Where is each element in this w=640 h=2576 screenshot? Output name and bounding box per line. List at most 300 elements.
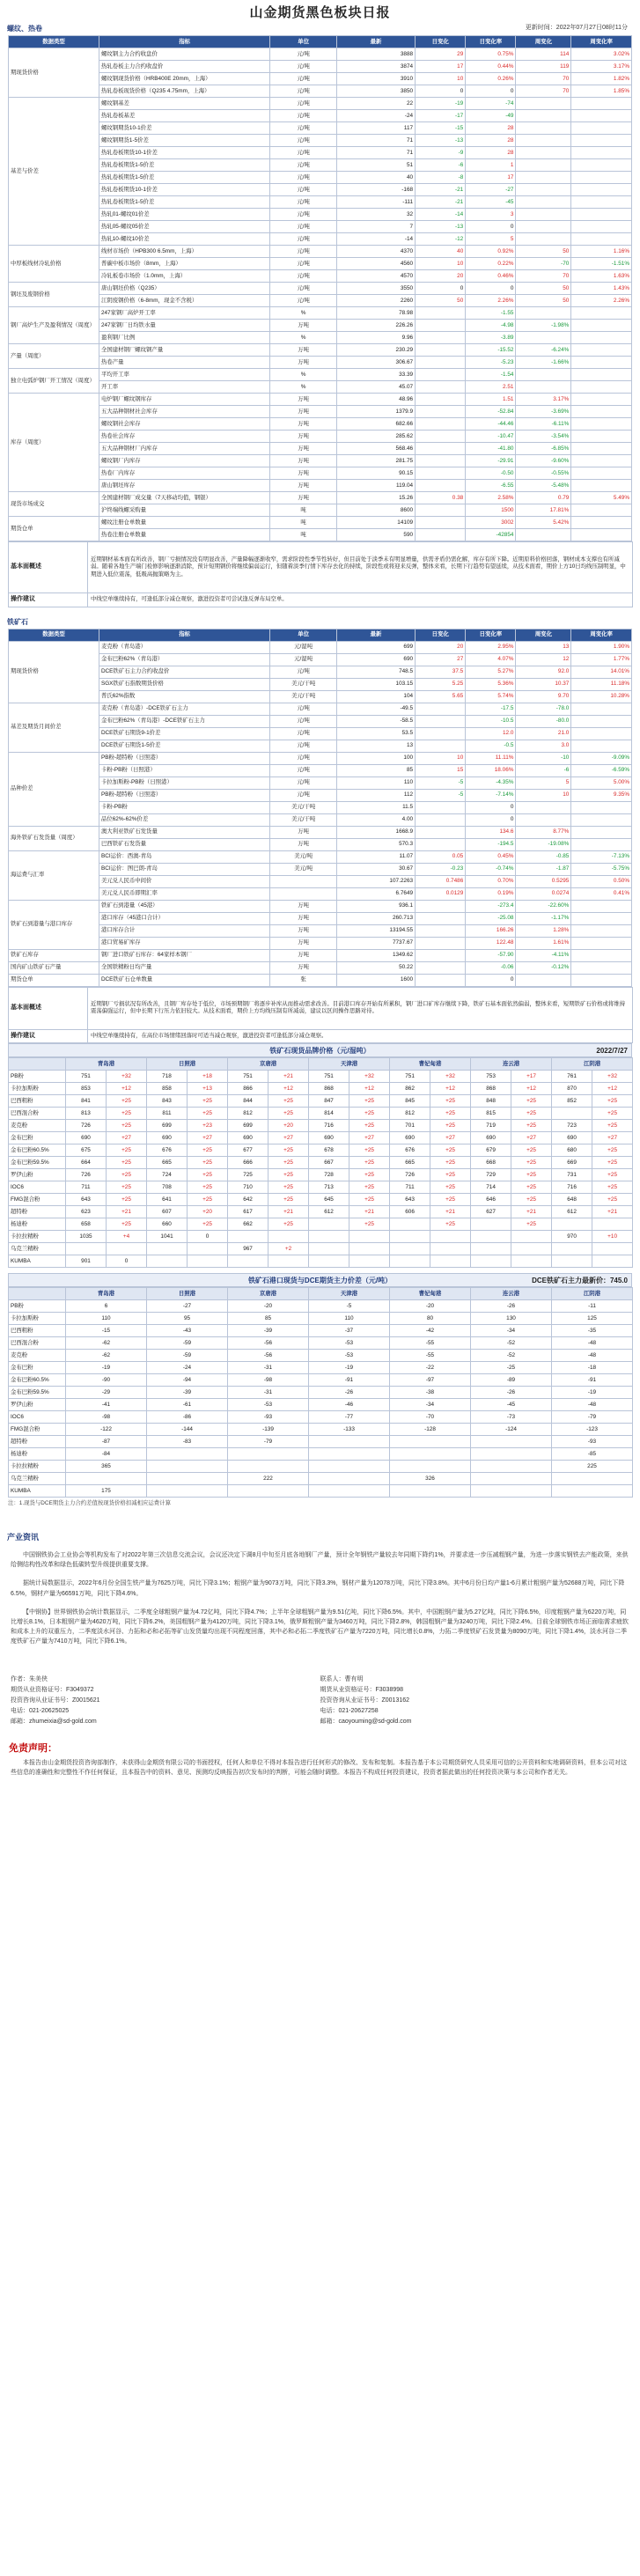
value-cell: 3.02% (571, 48, 632, 61)
indicator-name: 麦克粉（青岛港）-DCE铁矿石主力 (99, 703, 269, 715)
price-cell: 1035 (66, 1231, 107, 1243)
value-cell (516, 813, 571, 826)
change-cell: +2 (269, 1243, 309, 1255)
price-cell: 843 (147, 1095, 188, 1108)
value-cell: -6.55 (466, 480, 516, 492)
value-cell: -6.85% (516, 443, 571, 455)
value-cell: -10.47 (466, 431, 516, 443)
value-cell (416, 838, 466, 850)
table-row (9, 48, 632, 61)
indicator-name: 热轧卷板基差 (99, 110, 269, 122)
value-cell: 114 (516, 48, 571, 61)
basis-cell (552, 1485, 633, 1498)
table-row (9, 887, 632, 900)
value-cell (516, 332, 571, 344)
rebar-basic-content: 近期钢材基本面有所改善，钢厂亏损情况没有明显改善，产量降幅逐渐收窄，需求阶段性季节性转好，但目前处于淡季未有明显增量，供需矛盾仍需化解，库存有所下降。近期原料价格回落，钢材成本支撑也有所减弱。随着各地生产端门检修影响逐渐消除，预计短期钢价将继续偏弱运行，但随着淡季行情下库存去化的持续，阶段性或将迎来反弹，整体来看，长期下行趋势有望延续，从技术面看，期价上方10日均线压制明显，中期进入低位震荡，低吸高抛策略为主。 (88, 542, 633, 593)
price-cell: 847 (309, 1095, 349, 1108)
value-cell: 万吨 (270, 431, 336, 443)
table-row (9, 1218, 633, 1231)
value-cell (571, 172, 632, 184)
change-cell: +18 (188, 1071, 228, 1083)
table-row (9, 912, 632, 924)
group-label: 海运费与汇率 (9, 850, 99, 900)
change-cell: +12 (592, 1083, 633, 1095)
table-row (9, 246, 632, 258)
price-cell: 665 (147, 1157, 188, 1169)
change-cell: +25 (107, 1218, 147, 1231)
value-cell: 78.98 (336, 307, 415, 320)
brand-name: 罗伊山粉 (9, 1169, 66, 1181)
indicator-name: 五大品种钢材社会库存 (99, 406, 269, 418)
indicator-name: 全国建材钢厂成交量（7天移动均值，钢银） (99, 492, 269, 504)
value-cell: -25.08 (466, 912, 516, 924)
value-cell (571, 98, 632, 110)
value-cell (516, 196, 571, 209)
basis-cell: -19 (66, 1362, 147, 1374)
value-cell: -15.52 (466, 344, 516, 357)
change-cell: +25 (430, 1120, 471, 1132)
contact-line: 电话：021-20625025 (11, 1708, 70, 1715)
value-cell: 0.0129 (416, 887, 466, 900)
value-cell: 1500 (466, 504, 516, 517)
price-cell (471, 1243, 511, 1255)
basis-cell: -52 (471, 1350, 552, 1362)
value-cell: 万吨 (270, 320, 336, 332)
price-cell: 726 (66, 1169, 107, 1181)
price-cell: 970 (552, 1231, 592, 1243)
indicator-name: 巴西铁矿石发货量 (99, 838, 269, 850)
basis-cell (390, 1461, 471, 1473)
value-cell: 11.18% (571, 678, 632, 690)
price-cell: 761 (552, 1071, 592, 1083)
table-row (9, 283, 632, 295)
value-cell: 28 (466, 135, 516, 147)
value-cell (416, 529, 466, 541)
table-row (9, 1132, 633, 1144)
indicator-name: 冷轧板卷市场价（1.0mm，上海） (99, 270, 269, 283)
indicator-name: DCE铁矿石期货9-1价差 (99, 727, 269, 740)
basis-cell (471, 1448, 552, 1461)
value-cell: 美元/干吨 (270, 801, 336, 813)
basis-cell: 6 (66, 1300, 147, 1313)
value-cell: 元/吨 (270, 703, 336, 715)
value-cell: 71 (336, 135, 415, 147)
price-cell (552, 1255, 592, 1268)
iron-basic-content: 近期钢厂亏损状况有所改善，且钢厂库存处于低位，市场预期钢厂将逐步补库从而推动需求改善。目前港口库存开始有所累积，钢厂进口矿库存继续下降，铁矿石基本面依然偏弱，整体来看，短期铁矿石价格或将维持震荡偏强运行，但中长期下行压力依旧较大。从技术面看，期价上方均线压制有所减弱，建议以区间操作思路对待。 (88, 987, 633, 1029)
price-cell: 680 (552, 1144, 592, 1157)
value-cell (571, 406, 632, 418)
table-row (9, 678, 632, 690)
value-cell: 40 (336, 172, 415, 184)
price-cell: 643 (66, 1194, 107, 1206)
value-cell: 8.77% (516, 826, 571, 838)
value-cell: -194.5 (466, 838, 516, 850)
table-row (9, 406, 632, 418)
basis-cell: -18 (552, 1362, 633, 1374)
price-cell: 726 (66, 1120, 107, 1132)
indicator-name: 螺纹注册仓单数量 (99, 517, 269, 529)
contact-author (11, 1674, 320, 1726)
brand-name: 超特粉 (9, 1206, 66, 1218)
indicator-name: 热轧05-螺纹05价差 (99, 221, 269, 233)
indicator-name: 螺纹钢期货1-5价差 (99, 135, 269, 147)
change-cell: +27 (592, 1132, 633, 1144)
indicator-name: 热卷产量 (99, 357, 269, 369)
value-cell: 17 (416, 61, 466, 73)
table-row (9, 1181, 633, 1194)
value-cell: 3850 (336, 85, 415, 98)
value-cell (571, 504, 632, 517)
basis-cell: -56 (228, 1337, 309, 1350)
table-row (9, 715, 632, 727)
value-cell (516, 221, 571, 233)
change-cell: +25 (188, 1181, 228, 1194)
basis-cell: 326 (390, 1473, 471, 1485)
change-cell: +21 (592, 1206, 633, 1218)
brand-price-table (8, 1057, 633, 1268)
basis-cell: -86 (147, 1411, 228, 1424)
price-cell: 617 (228, 1206, 269, 1218)
group-label: 中厚板线材冷轧价格 (9, 246, 99, 283)
change-cell: +25 (107, 1157, 147, 1169)
news-content (0, 1547, 640, 1660)
change-cell: +25 (107, 1120, 147, 1132)
value-cell (571, 937, 632, 949)
change-cell: +25 (188, 1194, 228, 1206)
price-cell (390, 1231, 430, 1243)
change-cell: +12 (107, 1083, 147, 1095)
value-cell: -5 (416, 789, 466, 801)
price-cell (147, 1255, 188, 1268)
value-cell: 元/吨 (270, 184, 336, 196)
change-cell (430, 1231, 471, 1243)
basis-cell: -91 (309, 1374, 390, 1387)
value-cell: 0.26% (466, 73, 516, 85)
value-cell: 70 (516, 85, 571, 98)
table-row (9, 1169, 633, 1181)
value-cell: -6.11% (516, 418, 571, 431)
table-row (9, 529, 632, 541)
header-cell: 最新 (336, 629, 415, 641)
header-cell: 周变化 (516, 629, 571, 641)
indicator-name: 卡拉加斯粉-PB粉（日照港） (99, 776, 269, 789)
indicator-name: 螺纹钢厂内库存 (99, 455, 269, 467)
value-cell: 5.65 (416, 690, 466, 703)
brand-name: 卡拉加斯粉 (9, 1313, 66, 1325)
value-cell: 85 (336, 764, 415, 776)
basis-cell: -22 (390, 1362, 471, 1374)
table-row (9, 344, 632, 357)
change-cell: +25 (269, 1157, 309, 1169)
basis-cell: -31 (228, 1387, 309, 1399)
value-cell: -17.5 (466, 703, 516, 715)
table-row (9, 517, 632, 529)
iron-table-header (9, 629, 632, 641)
value-cell (571, 801, 632, 813)
change-cell: +25 (188, 1144, 228, 1157)
change-cell: +25 (269, 1194, 309, 1206)
value-cell: 3.17% (516, 394, 571, 406)
value-cell: 568.46 (336, 443, 415, 455)
change-cell: +10 (592, 1231, 633, 1243)
price-cell: 729 (471, 1169, 511, 1181)
value-cell: 50 (516, 246, 571, 258)
basis-cell (390, 1448, 471, 1461)
table-row (9, 838, 632, 850)
value-cell (416, 357, 466, 369)
price-cell: 699 (147, 1120, 188, 1132)
change-cell (592, 1255, 633, 1268)
change-cell: +25 (188, 1157, 228, 1169)
change-cell: +25 (349, 1157, 390, 1169)
value-cell: 0.50% (571, 875, 632, 887)
basis-cell (66, 1473, 147, 1485)
indicator-name: BCI运价：图巴朗-青岛 (99, 863, 269, 875)
table-row (9, 98, 632, 110)
price-cell (552, 1243, 592, 1255)
table-row (9, 641, 632, 653)
value-cell: 元/吨 (270, 98, 336, 110)
value-cell: 32 (336, 209, 415, 221)
header-cell: 日变化 (416, 36, 466, 48)
value-cell: 0 (466, 801, 516, 813)
value-cell: 元/吨 (270, 789, 336, 801)
price-cell: 701 (390, 1120, 430, 1132)
basis-cell: -15 (66, 1325, 147, 1337)
value-cell: 1 (466, 159, 516, 172)
change-cell: +25 (349, 1181, 390, 1194)
value-cell: 0.0274 (516, 887, 571, 900)
group-label: 钢厂高炉生产及盈利情况（周度） (9, 307, 99, 344)
price-cell: 716 (552, 1181, 592, 1194)
port-header: 连云港 (471, 1058, 552, 1071)
value-cell: 122.48 (466, 937, 516, 949)
value-cell: 682.66 (336, 418, 415, 431)
indicator-name: DCE铁矿石期货1-5价差 (99, 740, 269, 752)
brand-name: 乌克兰精粉 (9, 1473, 66, 1485)
value-cell: 0.22% (466, 258, 516, 270)
value-cell (416, 320, 466, 332)
change-cell: +25 (511, 1194, 552, 1206)
change-cell: +25 (269, 1108, 309, 1120)
value-cell: 0 (466, 85, 516, 98)
value-cell: -1.98% (516, 320, 571, 332)
indicator-name: 电炉钢厂螺纹钢库存 (99, 394, 269, 406)
indicator-name: 全国铁精粉日均产量 (99, 961, 269, 974)
value-cell: 4570 (336, 270, 415, 283)
rebar-table-header (9, 36, 632, 48)
basis-cell: -123 (552, 1424, 633, 1436)
value-cell: 50 (516, 295, 571, 307)
indicator-name: 热轧卷板期货1-5价差 (99, 196, 269, 209)
change-cell: +25 (511, 1108, 552, 1120)
value-cell: 元/吨 (270, 159, 336, 172)
value-cell: -168 (336, 184, 415, 196)
price-cell: 844 (228, 1095, 269, 1108)
price-cell: 967 (228, 1243, 269, 1255)
brand-name: IOC6 (9, 1411, 66, 1424)
value-cell: -1.66% (516, 357, 571, 369)
value-cell: 1.51 (466, 394, 516, 406)
value-cell: 4.00 (336, 813, 415, 826)
price-band (8, 1043, 632, 1057)
value-cell: 1.61% (516, 937, 571, 949)
value-cell: 28 (466, 122, 516, 135)
brand-name: FMG混合粉 (9, 1424, 66, 1436)
price-cell: 718 (147, 1071, 188, 1083)
indicator-name: 五大品种钢材厂内库存 (99, 443, 269, 455)
basis-cell (471, 1485, 552, 1498)
value-cell: 吨 (270, 529, 336, 541)
value-cell (416, 332, 466, 344)
table-row (9, 221, 632, 233)
value-cell: 71 (336, 147, 415, 159)
change-cell (349, 1255, 390, 1268)
table-row (9, 1448, 633, 1461)
price-cell (552, 1218, 592, 1231)
value-cell: 万吨 (270, 937, 336, 949)
value-cell: -1.55 (466, 307, 516, 320)
value-cell: 0.19% (466, 887, 516, 900)
table-row (9, 332, 632, 344)
value-cell (571, 357, 632, 369)
change-cell: +12 (349, 1083, 390, 1095)
basis-cell: 110 (66, 1313, 147, 1325)
basis-cell: -41 (66, 1399, 147, 1411)
value-cell (416, 307, 466, 320)
value-cell: 17.81% (516, 504, 571, 517)
basis-cell: -55 (390, 1337, 471, 1350)
value-cell: 万吨 (270, 912, 336, 924)
value-cell: 306.67 (336, 357, 415, 369)
change-cell (188, 1243, 228, 1255)
value-cell (516, 381, 571, 394)
change-cell: +25 (430, 1095, 471, 1108)
group-label: 库存（周度） (9, 394, 99, 492)
table-row (9, 924, 632, 937)
change-cell: +21 (269, 1071, 309, 1083)
value-cell: -70 (516, 258, 571, 270)
value-cell: 20 (416, 270, 466, 283)
value-cell: 590 (336, 529, 415, 541)
change-cell: +25 (511, 1181, 552, 1194)
change-cell: +25 (349, 1194, 390, 1206)
price-cell (309, 1231, 349, 1243)
table-row (9, 270, 632, 283)
value-cell: 570.3 (336, 838, 415, 850)
basis-cell (228, 1485, 309, 1498)
value-cell (516, 147, 571, 159)
value-cell: 0.46% (466, 270, 516, 283)
basis-cell: -45 (471, 1399, 552, 1411)
value-cell: -0.50 (466, 467, 516, 480)
basis-cell: -144 (147, 1424, 228, 1436)
price-band-title: 铁矿石现货品牌价格（元/湿吨） (269, 1047, 371, 1056)
rebar-advice-label: 操作建议 (9, 593, 88, 607)
change-cell (511, 1243, 552, 1255)
table-row (9, 172, 632, 184)
basis-cell: -98 (228, 1374, 309, 1387)
value-cell (516, 801, 571, 813)
indicator-name: 全国建材钢厂螺纹钢产量 (99, 344, 269, 357)
basis-cell: -48 (552, 1337, 633, 1350)
iron-summary (8, 987, 633, 1044)
basis-cell: 365 (66, 1461, 147, 1473)
indicator-name: 螺纹钢期货10-1价差 (99, 122, 269, 135)
value-cell (416, 912, 466, 924)
price-cell: 699 (228, 1120, 269, 1132)
price-cell: 690 (147, 1132, 188, 1144)
table-row (9, 764, 632, 776)
change-cell: +21 (349, 1206, 390, 1218)
table-row (9, 961, 632, 974)
value-cell (571, 455, 632, 467)
table-row (9, 1206, 633, 1218)
value-cell: 119.04 (336, 480, 415, 492)
value-cell (516, 974, 571, 986)
value-cell (571, 715, 632, 727)
change-cell: +25 (430, 1218, 471, 1231)
value-cell (270, 875, 336, 887)
value-cell: 0.92% (466, 246, 516, 258)
basis-cell: 95 (147, 1313, 228, 1325)
indicator-name: 港口库存合计 (99, 924, 269, 937)
indicator-name: 热轧卷板现货价格（Q235 4.75mm，上海） (99, 85, 269, 98)
value-cell: 1.77% (571, 653, 632, 666)
change-cell: +32 (592, 1071, 633, 1083)
value-cell: 1.90% (571, 641, 632, 653)
value-cell (571, 369, 632, 381)
change-cell: +25 (511, 1169, 552, 1181)
value-cell: 166.26 (466, 924, 516, 937)
value-cell: 33.39 (336, 369, 415, 381)
brand-name: KUMBA (9, 1255, 66, 1268)
value-cell: 12 (516, 653, 571, 666)
value-cell: 美元/干吨 (270, 690, 336, 703)
basis-cell: -62 (66, 1337, 147, 1350)
contact-person (320, 1674, 630, 1726)
basis-cell: -56 (228, 1350, 309, 1362)
value-cell: -29.91 (466, 455, 516, 467)
change-cell: +25 (592, 1157, 633, 1169)
value-cell: 1379.9 (336, 406, 415, 418)
header-cell: 数据类型 (9, 36, 99, 48)
value-cell: 5.74% (466, 690, 516, 703)
value-cell: 2.26% (466, 295, 516, 307)
table-row (9, 1350, 633, 1362)
table-row (9, 900, 632, 912)
value-cell (416, 813, 466, 826)
table-row (9, 258, 632, 270)
table-row (9, 850, 632, 863)
basis-cell: -29 (66, 1387, 147, 1399)
value-cell (416, 740, 466, 752)
change-cell: +12 (430, 1083, 471, 1095)
section-iron: 铁矿石 (7, 617, 28, 626)
value-cell (571, 320, 632, 332)
basis-cell: -83 (147, 1436, 228, 1448)
table-row (9, 159, 632, 172)
indicator-name: 热轧卷板主力合约收盘价 (99, 61, 269, 73)
report-title: 山金期货黑色板块日报 (249, 5, 391, 20)
table-row (9, 1313, 633, 1325)
table-row (9, 1436, 633, 1448)
value-cell: 107.2263 (336, 875, 415, 887)
basis-cell: 85 (228, 1313, 309, 1325)
value-cell: 3874 (336, 61, 415, 73)
basis-cell: -122 (66, 1424, 147, 1436)
price-cell: 811 (147, 1108, 188, 1120)
